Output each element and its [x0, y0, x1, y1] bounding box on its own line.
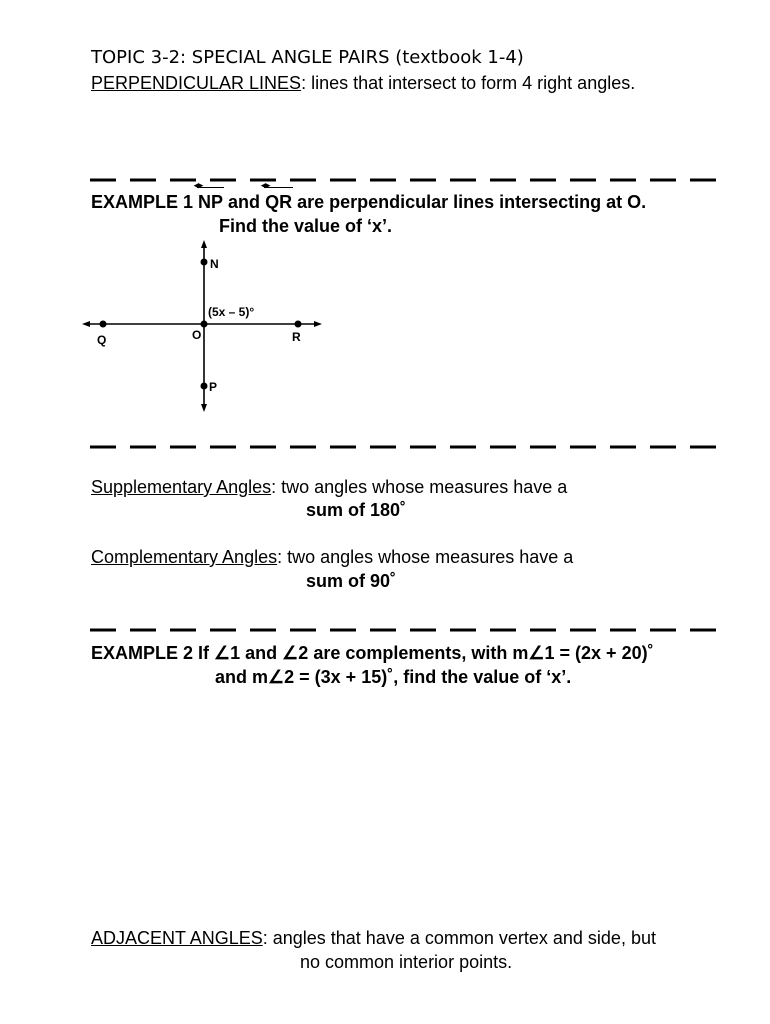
point-r — [295, 321, 302, 328]
example1-and: and — [223, 192, 266, 212]
supplementary-definition — [91, 477, 567, 498]
perpendicular-def-text: : lines that intersect to form 4 right angles. — [301, 73, 636, 93]
label-n: N — [210, 257, 219, 271]
example1-question: Find the value of ‘x’. — [219, 216, 393, 236]
point-n — [201, 259, 208, 266]
supplementary-term: Supplementary Angles — [91, 477, 272, 497]
supplementary-sum: sum of 180˚ — [306, 500, 407, 520]
adjacent-def-text: : angles that have a common vertex and side, but — [262, 928, 656, 948]
line-qr-symbol: QR ◂▸ — [265, 192, 292, 213]
perpendicular-lines-diagram — [78, 238, 338, 416]
complementary-term: Complementary Angles — [91, 547, 278, 567]
arrow-r — [314, 321, 322, 327]
section-divider — [90, 178, 730, 182]
perpendicular-term: PERPENDICULAR LINES — [91, 73, 302, 93]
example1-statement — [91, 192, 646, 213]
angle-label: (5x – 5)° — [208, 305, 255, 319]
section-divider — [90, 628, 730, 632]
supplementary-def-text: : two angles whose measures have a — [271, 477, 568, 497]
point-p — [201, 383, 208, 390]
arrow-n — [201, 240, 207, 248]
arrow-q — [82, 321, 90, 327]
example2-question: and m∠2 = (3x + 15)˚, find the value of ‘x’. — [215, 667, 572, 687]
label-o: O — [192, 328, 202, 342]
example1-label: EXAMPLE 1 — [91, 192, 199, 212]
complementary-def-text: : two angles whose measures have a — [277, 547, 574, 567]
adjacent-def-continuation: no common interior points. — [300, 952, 513, 972]
point-q — [100, 321, 107, 328]
adjacent-definition — [91, 928, 656, 949]
complementary-sum: sum of 90˚ — [306, 571, 397, 591]
page-title: TOPIC 3-2: SPECIAL ANGLE PAIRS (textbook 1-4) — [91, 47, 524, 68]
point-o — [201, 321, 208, 328]
label-q: Q — [97, 333, 107, 347]
complementary-definition — [91, 547, 573, 568]
adjacent-term: ADJACENT ANGLES — [91, 928, 263, 948]
line-np-symbol: NP ◂▸ — [198, 192, 223, 213]
perpendicular-definition — [91, 73, 635, 94]
section-divider — [90, 445, 730, 449]
label-p: P — [209, 380, 218, 394]
label-r: R — [292, 330, 301, 344]
arrow-p — [201, 404, 207, 412]
example2-statement: EXAMPLE 2 If ∠1 and ∠2 are complements, with m∠1 = (2x + 20)˚ — [91, 643, 654, 663]
example1-rest: are perpendicular lines intersecting at O. — [292, 192, 647, 212]
